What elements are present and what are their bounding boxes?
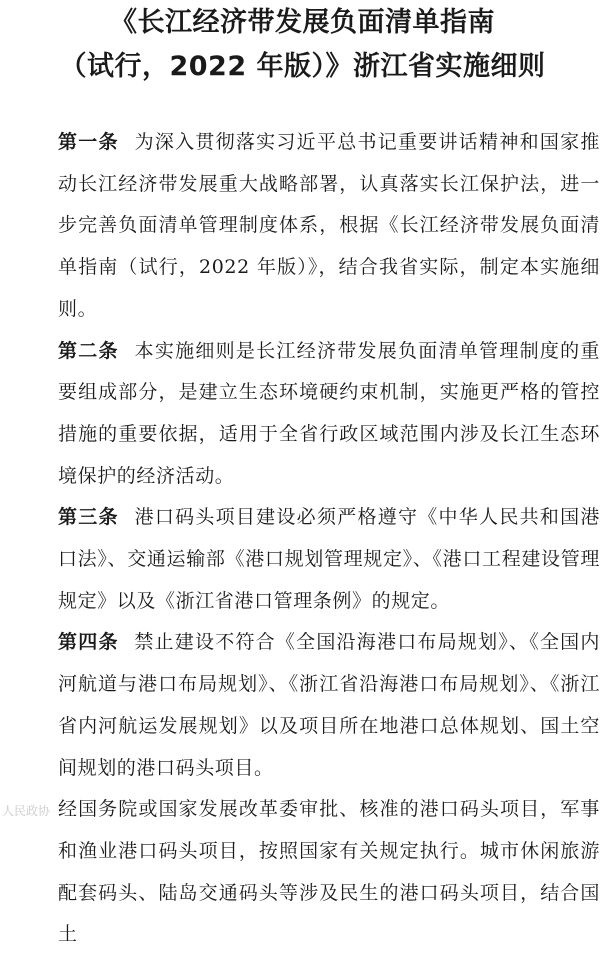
source-watermark: 人民政协	[2, 804, 51, 818]
article-3-label: 第三条	[58, 506, 119, 529]
article-4-continuation: 经国务院或国家发展改革委审批、核准的港口码头项目，军事和渔业港口码头项目，按照国家有关规定执行。城市休闲旅游配套码头、陆岛交通码头等涉及民生的港口码头项目，结合国土	[58, 798, 600, 946]
article-2-text: 本实施细则是长江经济带发展负面清单管理制度的重要组成部分，是建立生态环境硬约束机制，实施更严格的管控措施的重要依据，适用于全省行政区域范围内涉及长江生态环境保护的经济活动。	[58, 339, 600, 487]
article-2-label: 第二条	[58, 339, 119, 362]
document-body	[20, 122, 600, 956]
article-1-label: 第一条	[58, 131, 119, 153]
article-3	[20, 497, 600, 622]
article-4	[20, 622, 600, 789]
document-title-line-1: 《长江经济带发展负面清单指南	[110, 7, 495, 38]
article-3-text: 港口码头项目建设必须严格遵守《中华人民共和国港口法》、交通运输部《港口规划管理规定》、《港口工程建设管理规定》以及《浙江省港口管理条例》的规定。	[58, 506, 600, 612]
article-1-text: 为深入贯彻落实习近平总书记重要讲话精神和国家推动长江经济带发展重大战略部署，认真落实长江保护法，进一步完善负面清单管理制度体系，根据《长江经济带发展负面清单指南（试行，2022 年版）》，结合我省实际，制定本实施细则。	[58, 131, 600, 320]
article-4-label: 第四条	[58, 631, 119, 654]
article-1	[20, 122, 600, 331]
document-title-line-2: （试行，2022 年版）》浙江省实施细则	[59, 51, 546, 82]
article-4-text: 禁止建设不符合《全国沿海港口布局规划》、《全国内河航道与港口布局规划》、《浙江省沿海港口布局规划》、《浙江省内河航运发展规划》以及项目所在地港口总体规划、国土空间规划的港口码头项目。	[58, 631, 600, 779]
article-2	[20, 331, 600, 498]
